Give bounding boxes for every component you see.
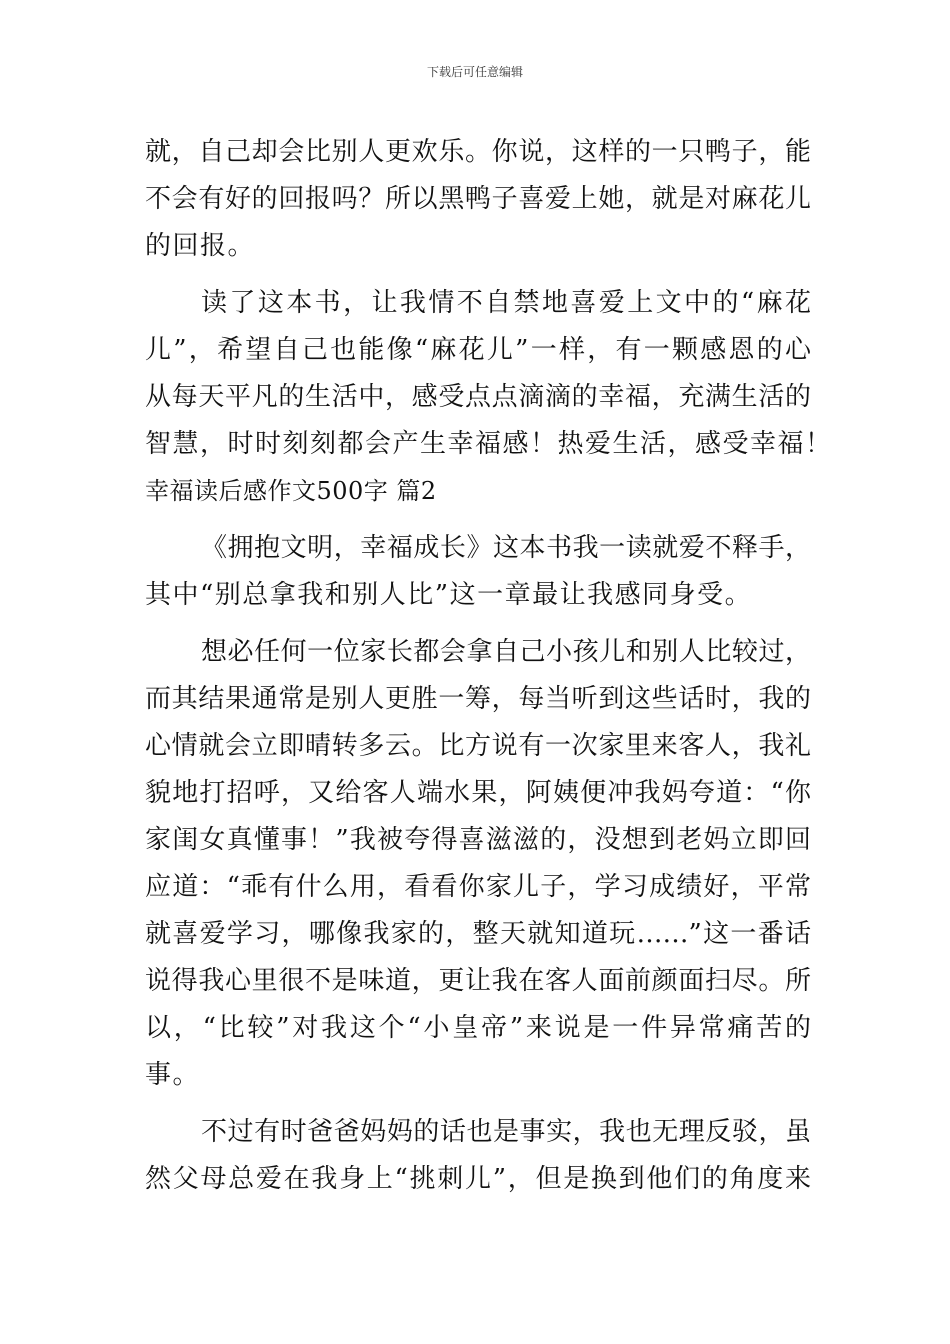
text-line: 《拥抱文明，幸福成长》这本书我一读就爱不释手， — [201, 533, 811, 563]
text-line: 说得我心里很不是味道，更让我在客人面前颜面扫尽。所 — [145, 966, 811, 996]
text-line: 的回报。 — [145, 231, 256, 261]
text-line: 貌地打招呼，又给客人端水果，阿姨便冲我妈夸道：“你 — [145, 778, 811, 808]
text-line: 以，“比较”对我这个“小皇帝”来说是一件异常痛苦的 — [145, 1013, 811, 1043]
page-header: 下载后可任意编辑 — [426, 65, 523, 79]
text-line: 读了这本书，让我情不自禁地喜爱上文中的“麻花 — [201, 288, 811, 318]
paragraph — [145, 1109, 811, 1203]
paragraph — [145, 629, 811, 1099]
text-line: 不过有时爸爸妈妈的话也是事实，我也无理反驳，虽 — [201, 1117, 811, 1147]
text-line: 家闺女真懂事！”我被夸得喜滋滋的，没想到老妈立即回 — [145, 825, 811, 855]
text-line: 智慧，时时刻刻都会产生幸福感！热爱生活，感受幸福！ — [145, 429, 833, 459]
paragraph — [145, 525, 811, 619]
document-body — [145, 129, 833, 1203]
paragraph — [145, 280, 833, 468]
text-line: 就喜爱学习，哪像我家的，整天就知道玩……”这一番话 — [145, 919, 811, 949]
text-line: 事。 — [145, 1060, 201, 1090]
paragraph — [145, 129, 811, 270]
text-line: 而其结果通常是别人更胜一筹，每当听到这些话时，我的 — [145, 684, 811, 714]
text-line: 心情就会立即晴转多云。比方说有一次家里来客人，我礼 — [145, 731, 811, 761]
text-line: 应道：“乖有什么用，看看你家儿子，学习成绩好，平常 — [145, 872, 811, 902]
heading-text: 幸福读后感作文500字 篇2 — [145, 477, 437, 505]
text-line: 其中“别总拿我和别人比”这一章最让我感同身受。 — [145, 580, 753, 610]
text-line: 然父母总爱在我身上“挑刺儿”，但是换到他们的角度来 — [145, 1164, 811, 1194]
section-heading — [145, 468, 811, 515]
text-line: 从每天平凡的生活中，感受点点滴滴的幸福，充满生活的 — [145, 382, 811, 412]
text-line: 不会有好的回报吗？所以黑鸭子喜爱上她，就是对麻花儿 — [145, 184, 811, 214]
text-line: 儿”，希望自己也能像“麻花儿”一样，有一颗感恩的心 — [145, 335, 811, 365]
text-line: 想必任何一位家长都会拿自己小孩儿和别人比较过， — [201, 637, 811, 667]
text-line: 就，自己却会比别人更欢乐。你说，这样的一只鸭子，能 — [145, 137, 811, 167]
